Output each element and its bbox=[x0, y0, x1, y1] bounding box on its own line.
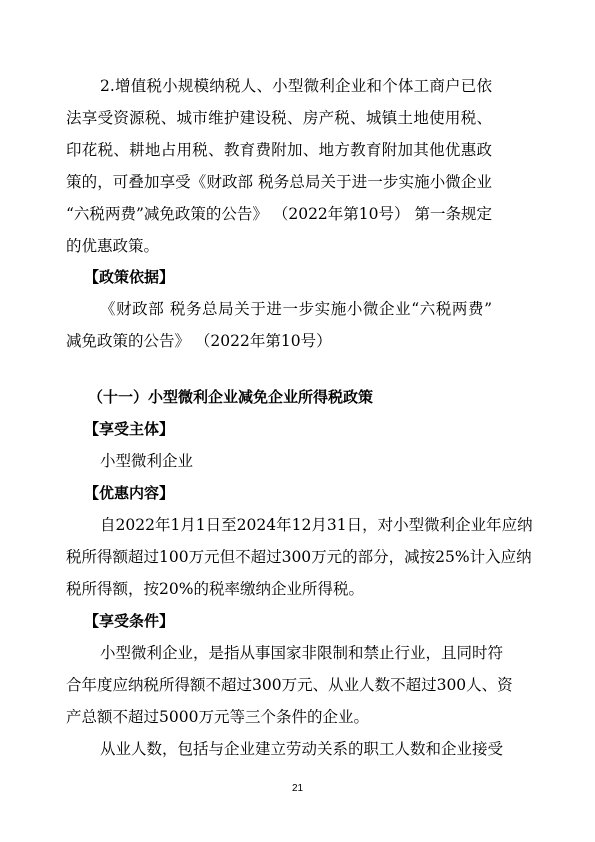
policy-basis-line-1: 《财政部 税务总局关于进一步实施小微企业“六税两费” bbox=[100, 300, 492, 318]
conditions-heading: 【享受条件】 bbox=[84, 612, 175, 630]
item2-line-2: 法享受资源税、城市维护建设税、房产税、城镇土地使用税、 bbox=[66, 109, 492, 127]
conditions-line-2: 合年度应纳税所得额不超过300万元、从业人数不超过300人、资 bbox=[66, 676, 513, 694]
conditions-line-3: 产总额不超过5000万元等三个条件的企业。 bbox=[66, 708, 369, 726]
conditions-line-4: 从业人数，包括与企业建立劳动关系的职工人数和企业接受 bbox=[100, 740, 504, 758]
item2-line-3: 印花税、耕地占用税、教育费附加、地方教育附加其他优惠政 bbox=[66, 141, 492, 159]
policy-basis-heading: 【政策依据】 bbox=[84, 268, 175, 286]
beneficiary-text: 小型微利企业 bbox=[100, 452, 194, 470]
item2-line-4: 策的，可叠加享受《财政部 税务总局关于进一步实施小微企业 bbox=[66, 173, 492, 191]
content-line-3: 税所得额，按20%的税率缴纳企业所得税。 bbox=[66, 580, 364, 598]
section-11-title: （十一）小型微利企业减免企业所得税政策 bbox=[88, 388, 374, 406]
policy-basis-line-2: 减免政策的公告》 （2022年第10号） bbox=[66, 332, 332, 350]
item2-line-6: 的优惠政策。 bbox=[66, 237, 160, 255]
item2-line-5: “六税两费”减免政策的公告》 （2022年第10号） 第一条规定 bbox=[66, 205, 492, 223]
content-line-1: 自2022年1月1日至2024年12月31日，对小型微利企业年应纳 bbox=[100, 516, 533, 534]
beneficiary-heading: 【享受主体】 bbox=[84, 420, 175, 438]
content-heading: 【优惠内容】 bbox=[84, 484, 175, 502]
content-line-2: 税所得额超过100万元但不超过300万元的部分，减按25%计入应纳 bbox=[66, 548, 532, 566]
conditions-line-1: 小型微利企业，是指从事国家非限制和禁止行业，且同时符 bbox=[100, 644, 504, 662]
item2-line-1: 2.增值税小规模纳税人、小型微利企业和个体工商户已依 bbox=[100, 77, 492, 95]
page-number: 21 bbox=[291, 783, 304, 794]
